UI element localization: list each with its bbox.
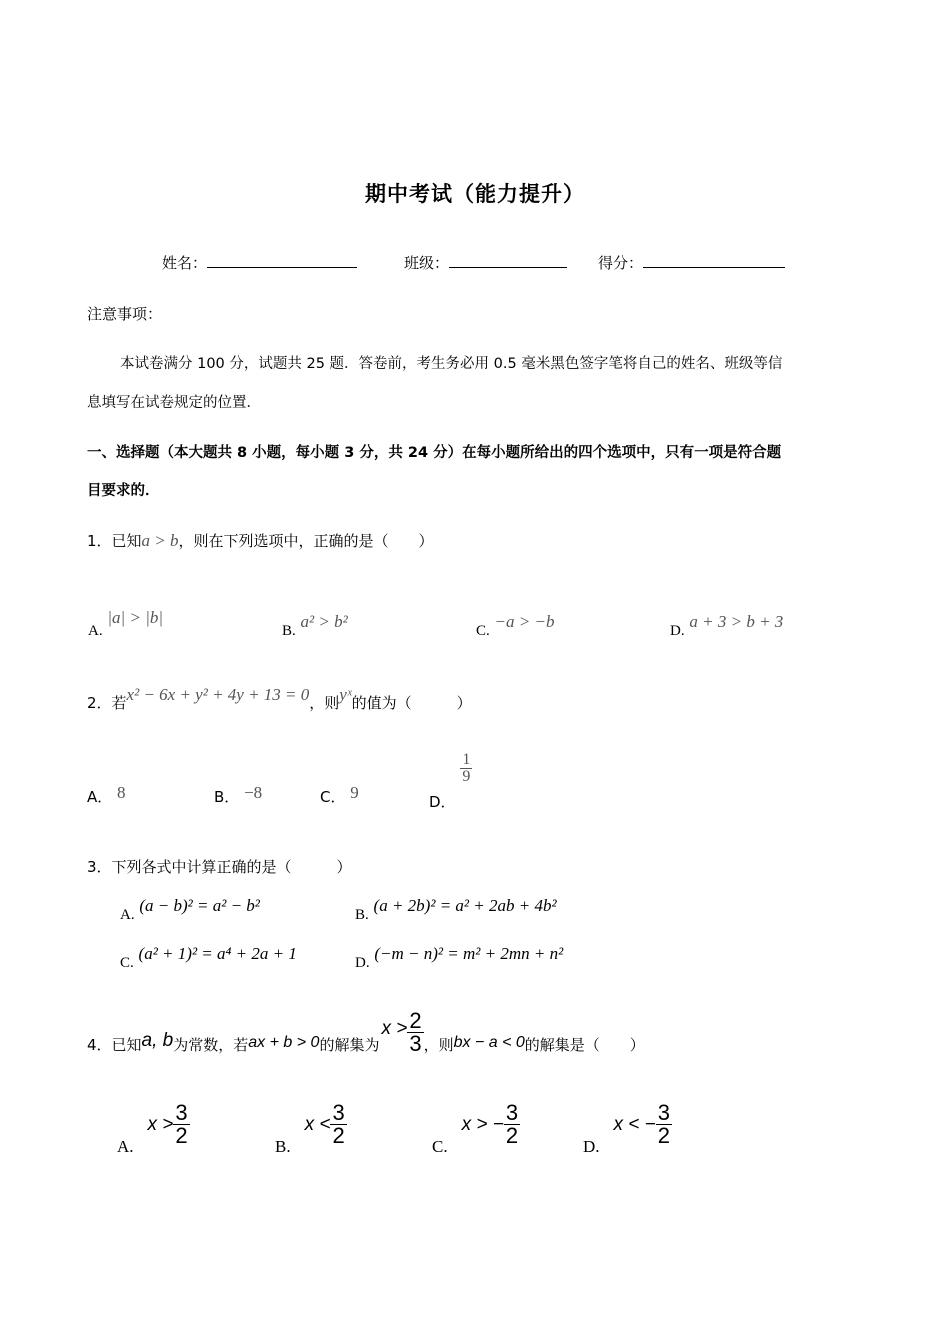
class-field[interactable] <box>404 252 567 273</box>
class-blank[interactable] <box>449 253 567 268</box>
q2-expression: yˣ <box>339 685 352 704</box>
notice-line-2: 息填写在试卷规定的位置． <box>87 395 261 411</box>
q2-option-d-fraction: $\frac{1}{9}$ <box>462 751 471 785</box>
name-field[interactable] <box>162 252 357 273</box>
q1-option-a[interactable]: A. |a| > |b| <box>88 608 164 639</box>
name-blank[interactable] <box>207 253 357 268</box>
q4-condition: x > $\frac{2}{3}$ <box>381 1008 422 1056</box>
score-label: 得分： <box>598 254 644 272</box>
question-2-stem: 2．若x² − 6x + y² + 4y + 13 = 0，则yˣ的值为（ ） <box>87 685 472 712</box>
q4-option-c[interactable]: C. x > − $\frac{3}{2}$ <box>432 1100 519 1156</box>
notice-line-1: 本试卷满分 100 分，试题共 25 题．答卷前，考生务必用 0.5 毫米黑色签字笔将自己的姓名、班级等信 <box>120 356 783 372</box>
name-label: 姓名： <box>162 254 208 272</box>
notice-heading: 注意事项： <box>87 305 163 323</box>
q3-option-a[interactable]: A. (a − b)² = a² − b² <box>120 896 260 923</box>
class-label: 班级： <box>404 254 450 272</box>
question-3-stem: 3．下列各式中计算正确的是（ ） <box>87 858 352 876</box>
q1-option-c[interactable]: C. −a > −b <box>476 612 555 639</box>
q1-option-d[interactable]: D. a + 3 > b + 3 <box>670 612 784 639</box>
q4-option-a[interactable]: A. x > $\frac{3}{2}$ <box>117 1100 188 1156</box>
q2-option-d[interactable]: D． $\frac{1}{9}$ <box>429 751 471 811</box>
q1-condition: a > b <box>141 531 179 550</box>
q2-equation: x² − 6x + y² + 4y + 13 = 0 <box>126 685 310 704</box>
section-heading-line-1: 一、选择题（本大题共 8 小题，每小题 3 分，共 24 分）在每小题所给出的四个选项中，只有一项是符合题 <box>87 445 782 461</box>
q2-option-b[interactable]: B． −8 <box>214 783 263 806</box>
q3-option-c[interactable]: C. (a² + 1)² = a⁴ + 2a + 1 <box>120 944 297 971</box>
q4-option-b[interactable]: B. x < $\frac{3}{2}$ <box>275 1100 345 1156</box>
page-title: 期中考试（能力提升） <box>365 182 585 206</box>
q3-option-b[interactable]: B. (a + 2b)² = a² + 2ab + 4b² <box>355 896 557 923</box>
score-blank[interactable] <box>643 253 785 268</box>
question-1-stem: 1．已知a > b，则在下列选项中，正确的是（ ） <box>87 531 434 550</box>
score-field[interactable] <box>598 252 785 273</box>
q1-option-b[interactable]: B. a² > b² <box>282 612 348 639</box>
q3-option-d[interactable]: D. (−m − n)² = m² + 2mn + n² <box>355 944 564 971</box>
q2-option-a[interactable]: A． 8 <box>87 783 126 806</box>
q2-option-c[interactable]: C． 9 <box>320 783 359 806</box>
section-heading-line-2: 目要求的． <box>87 483 160 499</box>
question-4-stem: 4．已知 a, b 为常数，若 ax + b > 0 的解集为 x > $\frac{2}{3}$ ，则 bx − a < 0 的解集是（ ） <box>87 1008 645 1056</box>
q4-option-d[interactable]: D. x < − $\frac{3}{2}$ <box>583 1100 671 1156</box>
